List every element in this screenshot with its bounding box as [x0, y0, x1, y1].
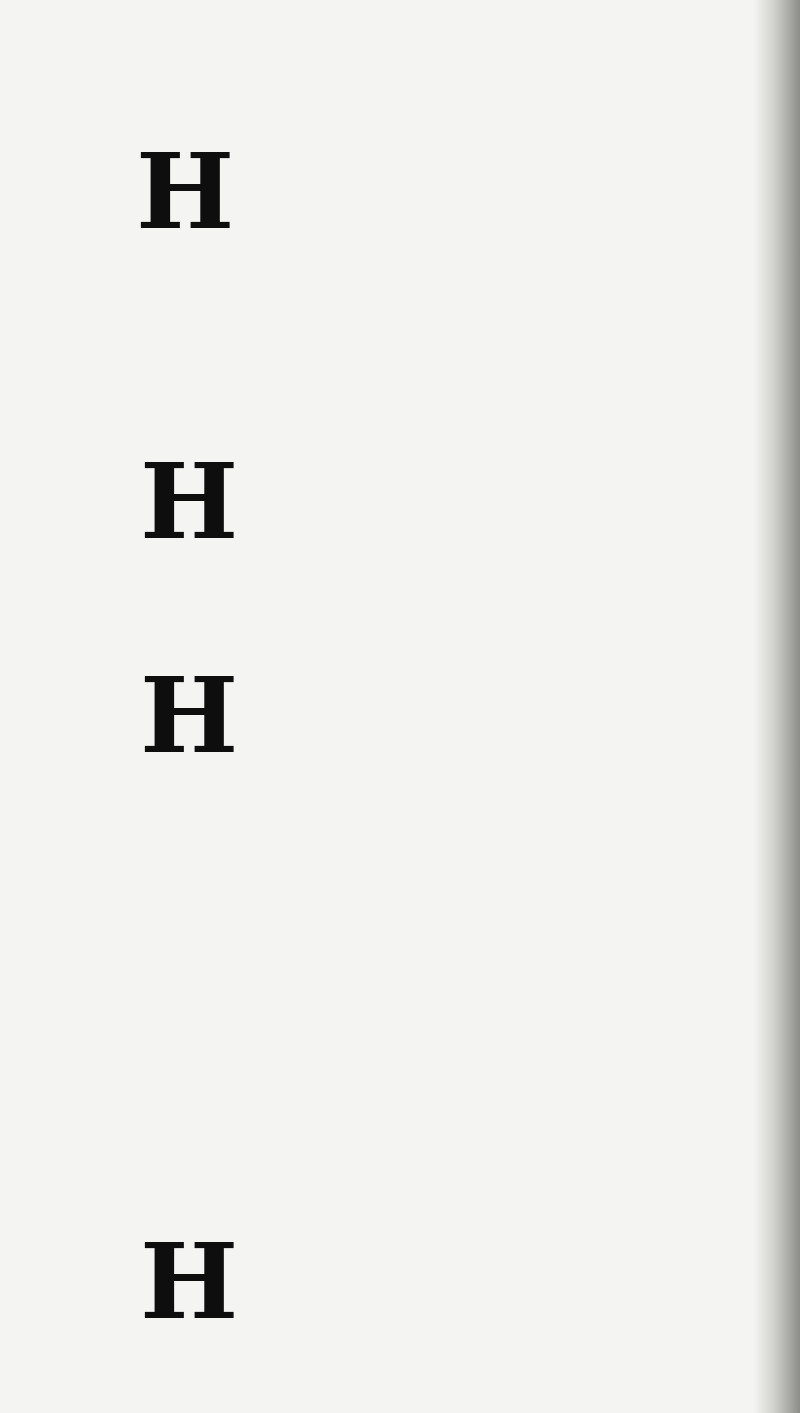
drop-cap-initial: H [136, 130, 235, 253]
drop-cap-initial: H [140, 1220, 239, 1343]
page-gutter-shadow [754, 0, 800, 1413]
drop-cap-initial: H [140, 440, 239, 563]
drop-cap-initial: H [140, 654, 239, 777]
